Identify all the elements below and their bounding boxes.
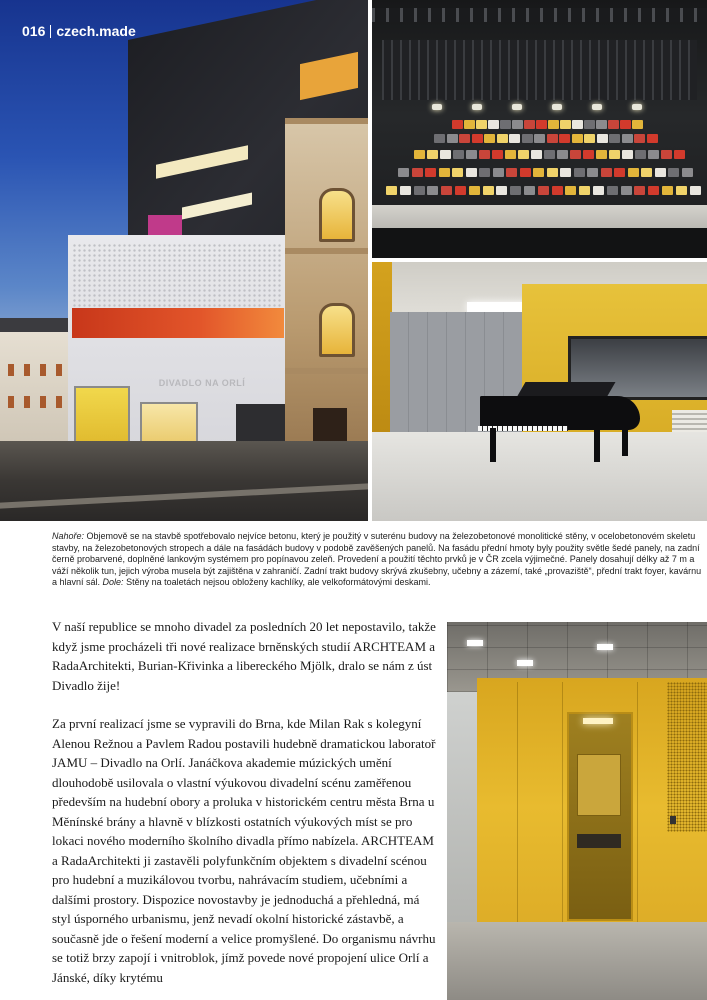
theatre-seat [496,186,507,195]
theatre-seat [609,150,620,159]
theatre-seat [622,134,633,143]
theatre-seat [510,186,521,195]
theatre-seat [441,186,452,195]
caption-label-bottom: Dole: [102,577,124,587]
theatre-seat [597,134,608,143]
theatre-seat [552,186,563,195]
theatre-seat [400,186,411,195]
street [0,441,368,521]
theatre-seat [559,134,570,143]
theatre-seat [520,168,531,177]
theatre-seat [641,168,652,177]
theatre-seat [472,134,483,143]
technical-gallery [382,40,697,100]
theatre-seat [466,168,477,177]
theatre-seat [676,186,687,195]
theatre-seat [427,150,438,159]
theatre-seat [682,168,693,177]
theatre-seat [596,150,607,159]
theatre-seat [668,168,679,177]
caption-label-top: Nahoře: [52,531,85,541]
theatre-seat [469,186,480,195]
theatre-seat [505,150,516,159]
theatre-seat [414,150,425,159]
theatre-seat [412,168,423,177]
theatre-seat [509,134,520,143]
theatre-seat [536,120,547,129]
theatre-seat [634,134,645,143]
theatre-seat [648,186,659,195]
theatre-seat [572,120,583,129]
neighbouring-building [0,330,70,445]
theatre-seat [587,168,598,177]
header-separator [50,25,51,38]
theatre-seat [479,168,490,177]
theatre-seat [500,120,511,129]
theatre-seat [661,150,672,159]
theatre-seat [447,134,458,143]
theatre-seat [601,168,612,177]
photo-caption [52,531,702,589]
theatre-seat [648,150,659,159]
theatre-seat [506,168,517,177]
theatre-seat [560,120,571,129]
theatre-seat [512,120,523,129]
theatre-seat [439,168,450,177]
theatre-seat [593,186,604,195]
theatre-seat [466,150,477,159]
theatre-seat [497,134,508,143]
theatre-seat [398,168,409,177]
theatre-seat [579,186,590,195]
theatre-seat [386,186,397,195]
theatre-seat [662,186,673,195]
theatre-seat [622,150,633,159]
theatre-seat [455,186,466,195]
theatre-seat [548,120,559,129]
page-header [22,21,136,41]
theatre-seat [557,150,568,159]
theatre-hall-photo [372,0,707,258]
theatre-seat [492,150,503,159]
theatre-seat [565,186,576,195]
theatre-seat [547,168,558,177]
illuminated-red-band [72,308,284,338]
theatre-seat [524,120,535,129]
theatre-seat [584,120,595,129]
yellow-corridor-photo [447,622,707,1000]
theatre-seat [584,134,595,143]
rehearsal-room-photo [372,262,707,521]
theatre-seat [488,120,499,129]
theatre-seat [538,186,549,195]
theatre-seat [609,134,620,143]
page-number: 016 [22,23,46,39]
theatre-seat [608,120,619,129]
facade-sign: DIVADLO NA ORLÍ [158,378,246,388]
theatre-seat [518,150,529,159]
theatre-seat [533,168,544,177]
theatre-seat [635,150,646,159]
theatre-seat [690,186,701,195]
theatre-seat [484,134,495,143]
theatre-seat [476,120,487,129]
theatre-seat [534,134,545,143]
building-exterior-photo [0,0,368,521]
article-body [52,617,437,987]
theatre-seat [425,168,436,177]
theatre-seat [647,134,658,143]
washroom-opening [567,712,633,921]
theatre-seat [524,186,535,195]
section-name: czech.made [56,23,136,39]
theatre-seat [570,150,581,159]
theatre-seat [479,150,490,159]
theatre-seat [655,168,666,177]
theatre-seat [453,150,464,159]
theatre-seat [607,186,618,195]
theatre-seat [574,168,585,177]
theatre-seat [493,168,504,177]
theatre-seat [427,186,438,195]
theatre-seat [434,134,445,143]
theatre-seat [632,120,643,129]
caption-text-bottom: Stěny na toaletách nejsou obloženy kachlíky, ale velkoformátovými deskami. [123,577,431,587]
theatre-seat [674,150,685,159]
theatre-seat [628,168,639,177]
theatre-seat [620,120,631,129]
theatre-seat [522,134,533,143]
article-paragraph: Za první realizací jsme se vypravili do Brna, kde Milan Rak s kolegyní Alenou Režnou a Pavlem Radou postavili hudebně dramatickou laboratoř JAMU – Divadlo na Orlí. Janáčkova akademie múzických umění dlouhodobě usilovala o vlastní výukovou divadelní scénu zaměřenou především na hudební obory a proluka v historickém centru města Brna u Měnínské brány a hlavně v blízkosti ostatních výukových míst se pro lokaci nového moderního školního divadla přímo nabízela. ARCHTEAM a RadaArchitekti ji zastavěli polyfunkčním objektem s divadelní scénou pro hudební a muzikálovou tvorbu, nahrávacím studiem, učebními a dalšími prostory. Dispozice novostavby je jednoduchá a přehledná, má styl úsporného urbanismu, jenž nevadí okolní historické zástavbě, a současně jde o řešení moderní a velice promyšlené. Do organismu návrhu se totiž brzy zapojí i vnitroblok, jímž povede nové propojení ulice Orlí a Jánské, díky krytému [52,716,436,985]
theatre-seat [596,120,607,129]
theatre-seat [414,186,425,195]
theatre-seat [547,134,558,143]
article-paragraph: V naší republice se mnoho divadel za posledních 20 let nepostavilo, takže když jsme procházeli tři nové realizace brněnských studií ARCHTEAM a RadaArchitekti, Burian-Křivinka a libereckého Mjölk, dralo se nám z úst Divadlo žije! [52,619,436,693]
theatre-seat [531,150,542,159]
theatre-seat [483,186,494,195]
theatre-seat [464,120,475,129]
grand-piano [480,396,640,430]
theatre-seat [621,186,632,195]
theatre-seat [634,186,645,195]
theatre-seat [440,150,451,159]
theatre-seat [544,150,555,159]
theatre-seat [583,150,594,159]
caption-text-top: Objemově se na stavbě spotřebovalo nejvíce betonu, který je použitý v suterénu budovy na železobetonové monolitické stěny, v ocelobetonovém skeletu stavby, na železobetonových stropech a dále na fasádách budovy v podobě zavěšených panelů. Na fasádu přední hmoty byly použity světle šedé panely, na zadní černě probarvené, doplněné lankovým systémem pro popínavou zeleň. Provedení a použití těchto prvků je v ČR zcela výjimečné. Panely dosahují délky až 7 m a váží několik tun, jejich výroba musela být zajištěna v zahraničí. Zadní trakt budovy skrývá zkušebny, učebny a zázemí, také „provaziště“, přední trakt foyer, kavárnu a hlavní sál. [52,531,702,587]
theatre-seat [572,134,583,143]
theatre-seat [452,120,463,129]
theatre-seat [560,168,571,177]
theatre-seat [614,168,625,177]
theatre-seat [459,134,470,143]
theatre-seat [452,168,463,177]
